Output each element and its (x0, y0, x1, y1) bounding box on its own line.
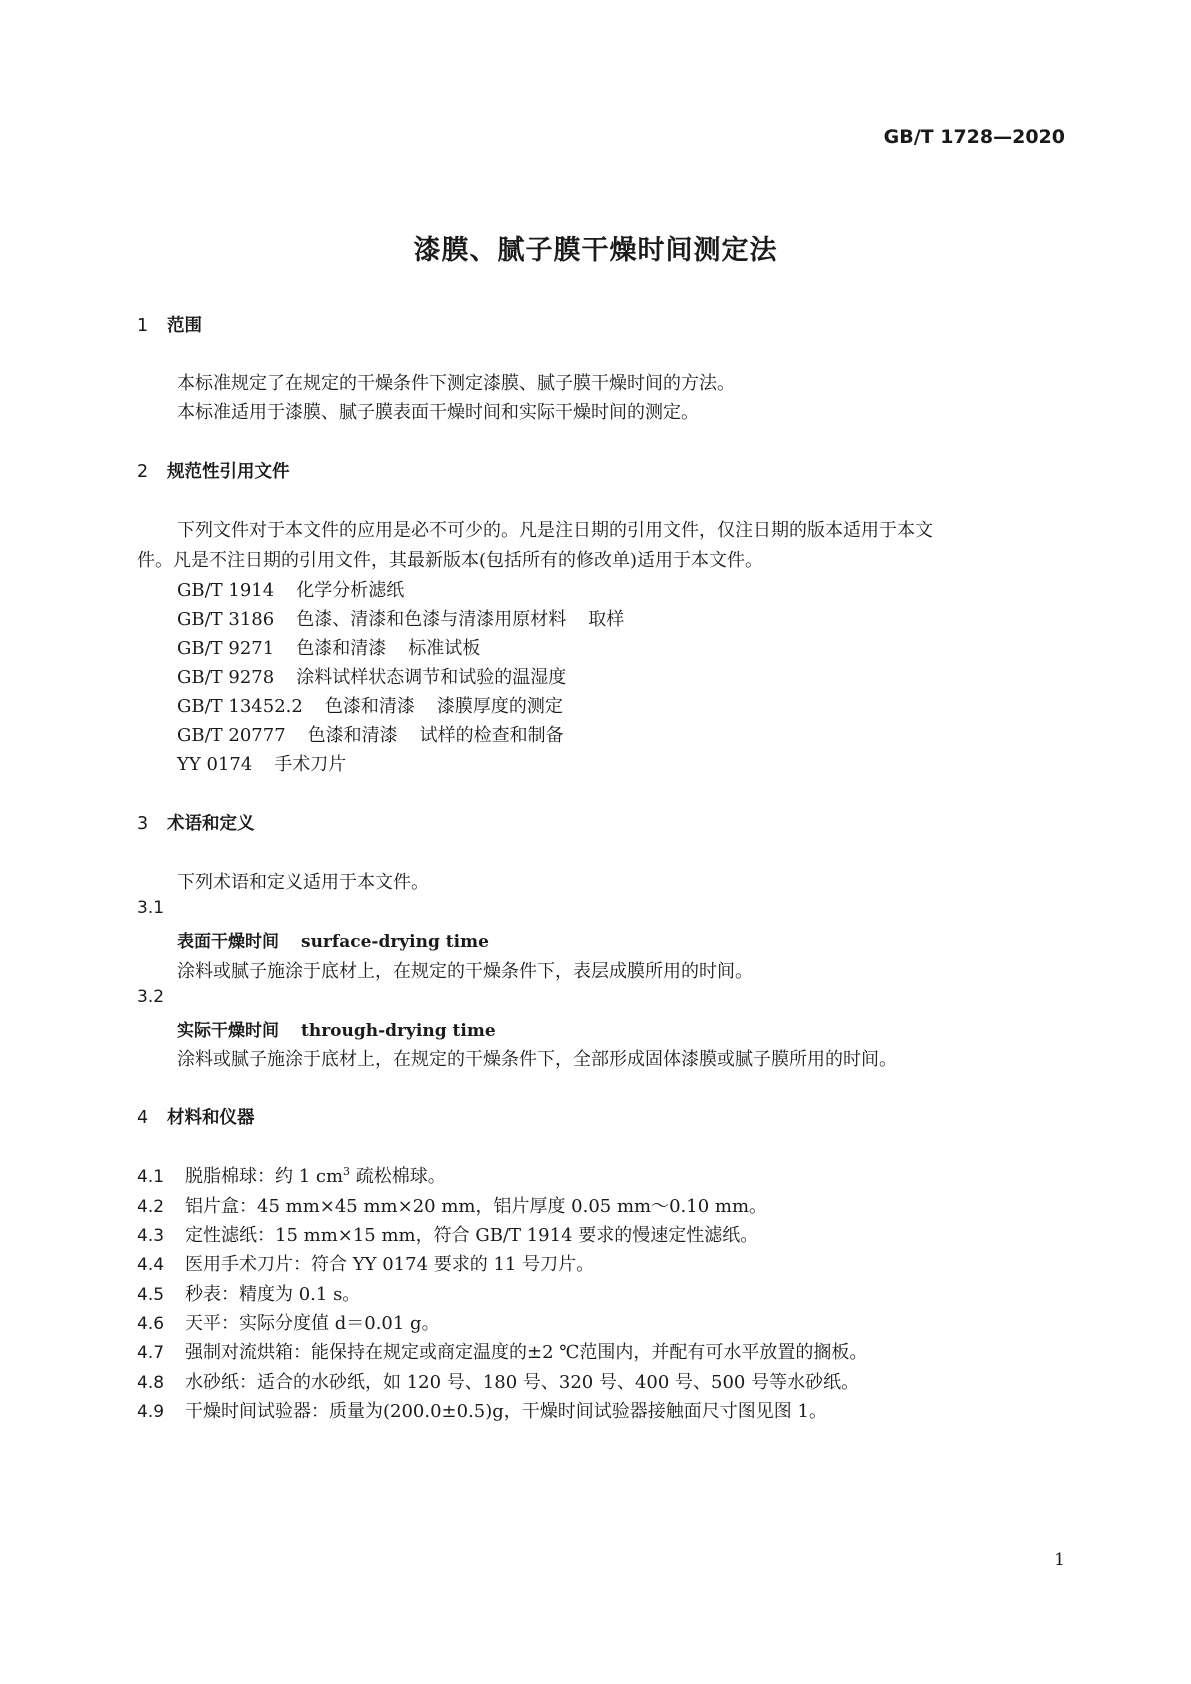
item-number: 4.6 (137, 1314, 165, 1334)
reference-code: GB/T 9271 (177, 638, 275, 659)
item-text: 天平：实际分度值 d＝0.01 g。 (185, 1313, 440, 1334)
item-text: 强制对流烘箱：能保持在规定或商定温度的±2 ℃范围内，并配有可水平放置的搁板。 (185, 1342, 868, 1363)
superscript: 3 (343, 1165, 351, 1178)
term-definition: 涂料或腻子施涂于底材上，在规定的干燥条件下，全部形成固体漆膜或腻子膜所用的时间。 (177, 1049, 897, 1070)
standard-code: GB/T 1728—2020 (883, 126, 1065, 148)
section-3-heading (137, 810, 255, 835)
paragraph: 下列术语和定义适用于本文件。 (177, 872, 429, 893)
item-text: 脱脂棉球：约 1 cm (185, 1166, 344, 1187)
section-title: 范围 (167, 316, 202, 336)
reference-code: GB/T 9278 (177, 667, 275, 688)
section-title: 术语和定义 (167, 814, 255, 834)
list-item (137, 1397, 827, 1423)
item-text: 定性滤纸：15 mm×15 mm，符合 GB/T 1914 要求的慢速定性滤纸。 (185, 1225, 759, 1246)
term-english: through-drying time (301, 1021, 496, 1041)
item-number: 4.4 (137, 1255, 165, 1275)
item-number: 4.2 (137, 1197, 165, 1217)
reference-title: 化学分析滤纸 (296, 580, 405, 601)
reference-code: GB/T 20777 (177, 725, 286, 746)
reference-item (177, 750, 346, 776)
reference-code: GB/T 1914 (177, 580, 275, 601)
list-item (137, 1192, 767, 1218)
section-title: 材料和仪器 (167, 1108, 255, 1128)
reference-item (177, 663, 566, 689)
section-number: 1 (137, 316, 149, 336)
section-title: 规范性引用文件 (167, 462, 290, 482)
section-number: 4 (137, 1108, 149, 1128)
term-chinese: 表面干燥时间 (177, 932, 279, 952)
item-number: 4.9 (137, 1402, 165, 1422)
term-definition: 涂料或腻子施涂于底材上，在规定的干燥条件下，表层成膜所用的时间。 (177, 961, 753, 982)
list-item (137, 1250, 594, 1276)
reference-title: 手术刀片 (274, 754, 347, 775)
paragraph: 件。凡是不注日期的引用文件，其最新版本(包括所有的修改单)适用于本文件。 (137, 550, 764, 571)
item-text: 水砂纸：适合的水砂纸，如 120 号、180 号、320 号、400 号、500 号等水砂纸。 (185, 1372, 860, 1393)
section-1-heading (137, 312, 202, 337)
term-heading (177, 1016, 496, 1041)
reference-subtitle: 取样 (588, 609, 625, 630)
reference-subtitle: 漆膜厚度的测定 (436, 696, 563, 717)
reference-subtitle: 标准试板 (408, 638, 481, 659)
item-number: 4.1 (137, 1167, 165, 1187)
list-item (137, 1338, 867, 1364)
reference-title: 色漆、清漆和色漆与清漆用原材料 (296, 609, 567, 630)
reference-item (177, 692, 563, 718)
item-text: 医用手术刀片：符合 YY 0174 要求的 11 号刀片。 (185, 1254, 595, 1275)
reference-title: 色漆和清漆 (324, 696, 415, 717)
list-item (137, 1221, 758, 1247)
reference-title: 色漆和清漆 (307, 725, 398, 746)
section-4-heading (137, 1104, 255, 1129)
term-heading (177, 927, 489, 952)
term-chinese: 实际干燥时间 (177, 1021, 279, 1041)
reference-item (177, 634, 480, 660)
paragraph: 本标准规定了在规定的干燥条件下测定漆膜、腻子膜干燥时间的方法。 (177, 373, 735, 394)
section-number: 3 (137, 814, 149, 834)
reference-code: GB/T 3186 (177, 609, 275, 630)
paragraph: 下列文件对于本文件的应用是必不可少的。凡是注日期的引用文件，仅注日期的版本适用于本文 (177, 520, 933, 541)
reference-title: 涂料试样状态调节和试验的温湿度 (296, 667, 567, 688)
reference-code: YY 0174 (177, 754, 253, 775)
clause-number: 3.2 (137, 987, 165, 1007)
item-text: 干燥时间试验器：质量为(200.0±0.5)g，干燥时间试验器接触面尺寸图见图 1。 (185, 1401, 827, 1422)
reference-item (177, 605, 624, 631)
item-number: 4.5 (137, 1285, 165, 1305)
item-text-tail: 疏松棉球。 (350, 1166, 446, 1187)
list-item (137, 1309, 440, 1335)
paragraph: 本标准适用于漆膜、腻子膜表面干燥时间和实际干燥时间的测定。 (177, 402, 699, 423)
list-item (137, 1280, 360, 1306)
clause-number: 3.1 (137, 898, 165, 918)
section-number: 2 (137, 462, 149, 482)
reference-title: 色漆和清漆 (296, 638, 387, 659)
reference-subtitle: 试样的检查和制备 (419, 725, 564, 746)
reference-item (177, 721, 564, 747)
list-item (137, 1162, 446, 1188)
reference-code: GB/T 13452.2 (177, 696, 303, 717)
item-text: 铝片盒：45 mm×45 mm×20 mm，铝片厚度 0.05 mm～0.10 mm。 (185, 1196, 768, 1217)
term-english: surface-drying time (301, 932, 489, 952)
item-text: 秒表：精度为 0.1 s。 (185, 1284, 361, 1305)
item-number: 4.8 (137, 1373, 165, 1393)
item-number: 4.7 (137, 1343, 165, 1363)
item-number: 4.3 (137, 1226, 165, 1246)
page-number: 1 (1054, 1550, 1065, 1570)
list-item (137, 1368, 859, 1394)
document-title: 漆膜、腻子膜干燥时间测定法 (413, 235, 778, 266)
section-2-heading (137, 458, 290, 483)
reference-item (177, 576, 404, 602)
